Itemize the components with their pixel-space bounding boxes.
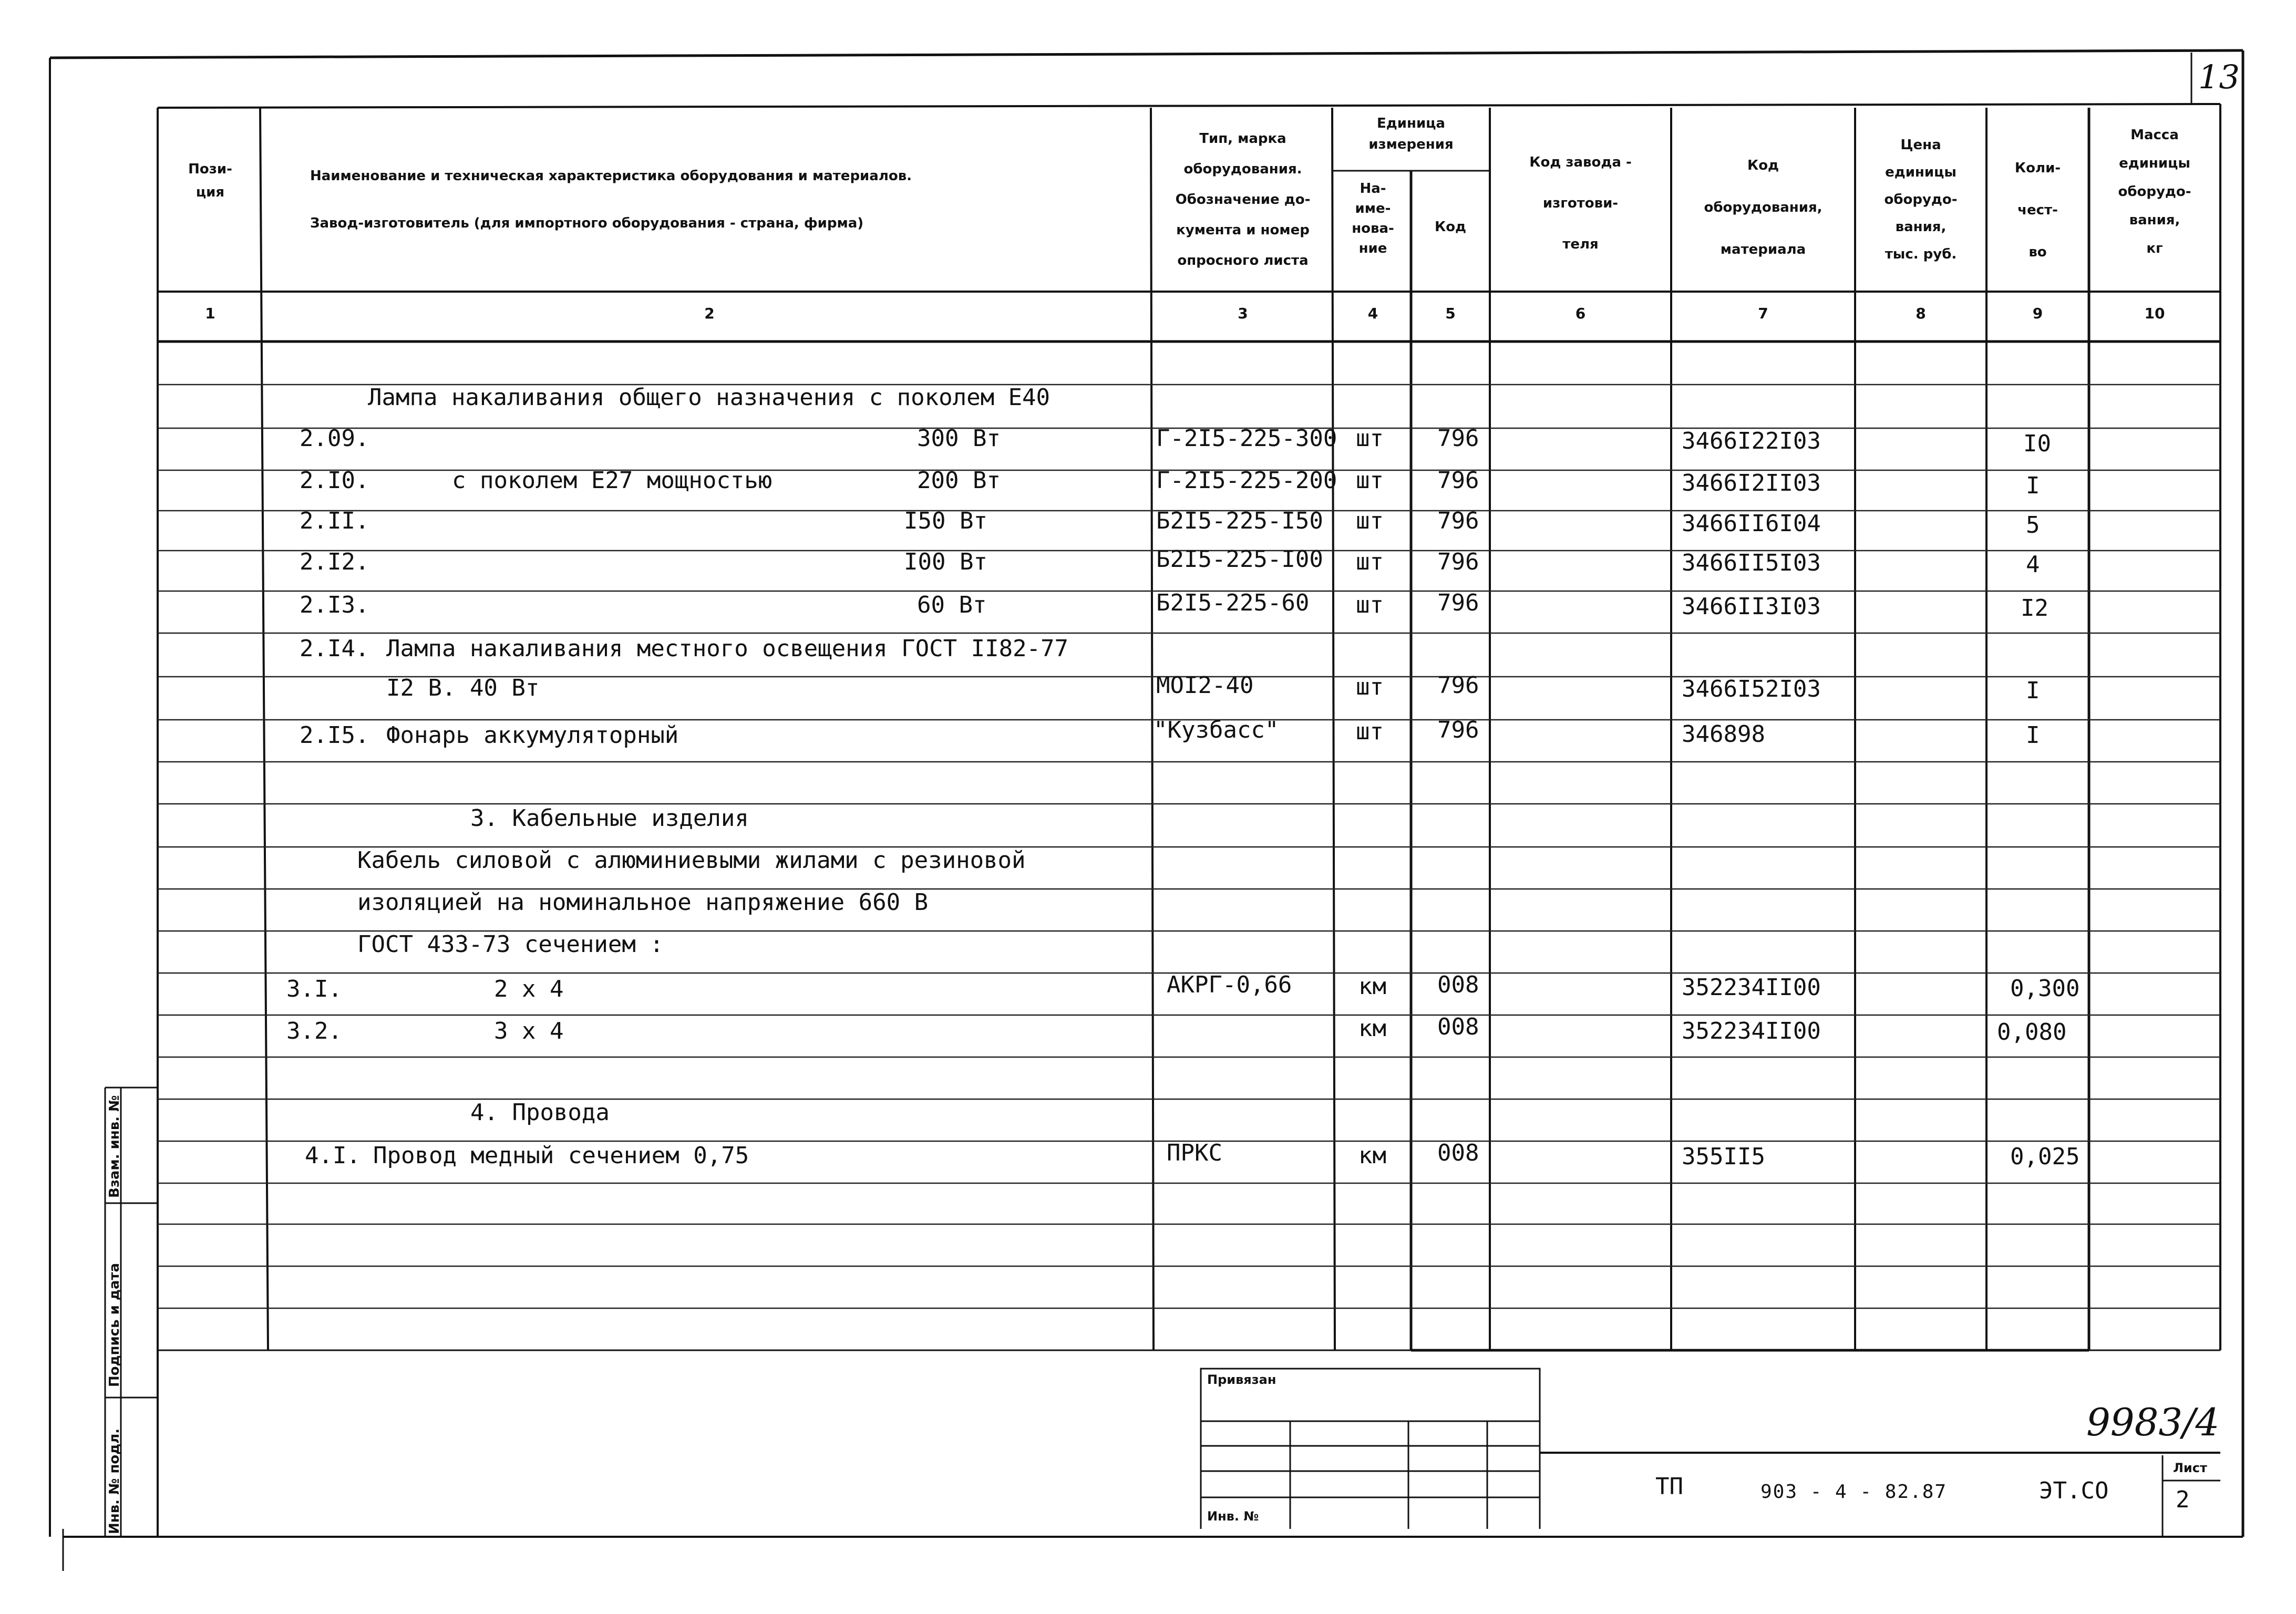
table-row-unit: шт	[1356, 549, 1384, 575]
table-row-unit: шт	[1356, 674, 1384, 700]
table-row-unit-code: 796	[1437, 508, 1479, 534]
header-col-4: На- име- нова- ние	[1352, 181, 1394, 256]
table-row-position: 4.I.	[305, 1142, 361, 1169]
column-number: 3	[1238, 305, 1248, 322]
section-heading: 4. Провода	[470, 1099, 610, 1126]
title-block-inv-no: Инв. №	[1207, 1509, 1259, 1524]
section-heading: 3. Кабельные изделия	[470, 805, 749, 832]
table-row-equipment-code: 352234II00	[1682, 1018, 1821, 1044]
title-block-project: ТП	[1655, 1473, 1683, 1500]
title-block-section: ЭТ.СО	[2039, 1477, 2109, 1504]
table-row-position: 2.I5.	[300, 722, 369, 749]
table-row-unit-code: 796	[1437, 672, 1479, 699]
table-row-power: 200 Вт	[917, 467, 1001, 494]
table-row-type: Б2I5-225-I50	[1156, 508, 1323, 534]
table-row-name: ГОСТ 433-73 сечением :	[357, 931, 664, 958]
table-row-quantity: 0,300	[2010, 975, 2080, 1002]
table-row-equipment-code: 3466II6I04	[1682, 510, 1821, 537]
table-row-unit: шт	[1356, 592, 1384, 618]
table-row-name: Фонарь аккумуляторный	[386, 722, 679, 749]
table-row-name: 3 х 4	[494, 1018, 564, 1044]
title-block-sheet-label: Лист	[2173, 1461, 2207, 1475]
table-row-equipment-code: 352234II00	[1682, 974, 1821, 1001]
column-number: 5	[1445, 305, 1456, 322]
table-row-name: Лампа накаливания местного освещения ГОСТ II82-77	[386, 635, 1069, 662]
header-col-6: Код завода - изготови- теля	[1529, 154, 1632, 252]
table-row-quantity: 0,025	[2010, 1143, 2080, 1170]
table-row-type: Б2I5-225-I00	[1156, 546, 1323, 573]
table-row-name: с поколем Е27 мощностью	[452, 467, 773, 494]
table-row-quantity: I0	[2023, 430, 2051, 457]
column-number: 9	[2032, 305, 2043, 322]
table-row-equipment-code: 3466I52I03	[1682, 676, 1821, 702]
table-row-quantity: I	[2026, 472, 2040, 499]
table-row-unit: км	[1358, 1142, 1386, 1169]
table-row-equipment-code: 3466I22I03	[1682, 428, 1821, 454]
table-row-quantity: I2	[2021, 595, 2048, 622]
column-number: 4	[1367, 305, 1378, 322]
table-row-unit: шт	[1356, 508, 1384, 534]
table-row-position: 2.I2.	[300, 549, 369, 575]
table-row-unit: шт	[1356, 718, 1384, 745]
table-row-name: изоляцией на номинальное напряжение 660 В	[357, 889, 929, 916]
title-block-sheet-number: 2	[2176, 1486, 2190, 1513]
table-row-unit-code: 008	[1437, 1140, 1479, 1166]
table-row-type: Б2I5-225-60	[1156, 589, 1310, 616]
table-row-unit-code: 008	[1437, 1013, 1479, 1040]
table-row-type: Г-2I5-225-300	[1156, 425, 1337, 452]
title-block-handwritten-code: 9983/4	[2086, 1400, 2220, 1444]
header-col-9: Коли- чест- во	[2014, 160, 2061, 260]
table-row-position: 2.II.	[300, 508, 369, 534]
side-stamp-inv-podl: Инв. № подл.	[107, 1428, 122, 1534]
table-row-position: 2.I3.	[300, 592, 369, 618]
header-col-10: Масса единицы оборудо- вания, кг	[2118, 127, 2191, 256]
table-row-unit: шт	[1356, 467, 1384, 494]
table-row-position: 3.2.	[286, 1018, 342, 1044]
header-col-8: Цена единицы оборудо- вания, тыс. руб.	[1884, 137, 1958, 262]
table-row-power: 60 Вт	[917, 592, 987, 618]
table-row-power: 300 Вт	[917, 425, 1001, 452]
table-row-type: МОI2-40	[1156, 672, 1254, 699]
header-col-2: Наименование и техническая характеристика оборудования и материалов. Завод-изготовитель (для импортного оборудования - страна, фирма)	[310, 168, 912, 231]
table-row-type: "Кузбасс"	[1154, 717, 1279, 743]
table-row-unit-code: 796	[1437, 425, 1479, 452]
table-row-unit-code: 796	[1437, 589, 1479, 616]
table-row-quantity: 4	[2026, 551, 2040, 578]
table-row-position: 2.09.	[300, 425, 369, 452]
table-row-equipment-code: 3466II5I03	[1682, 550, 1821, 576]
page-corner-number: 13	[2198, 58, 2240, 96]
column-number: 6	[1575, 305, 1586, 322]
side-stamp-podpis-data: Подпись и дата	[107, 1263, 122, 1387]
header-col-3: Тип, марка оборудования. Обозначение до- кумента и номер опросного листа	[1175, 131, 1311, 268]
header-col-5: Код	[1434, 219, 1467, 235]
table-row-position: 3.I.	[286, 976, 342, 1002]
table-row-equipment-code: 346898	[1682, 721, 1765, 748]
table-row-power: I00 Вт	[904, 549, 987, 575]
header-unit-group: Единица измерения	[1368, 116, 1454, 152]
table-row-unit-code: 796	[1437, 549, 1479, 575]
table-row-unit-code: 796	[1437, 467, 1479, 494]
table-row-name: Кабель силовой с алюминиевыми жилами с резиновой	[357, 847, 1026, 874]
column-number: 2	[704, 305, 715, 322]
table-row-position: 2.I4.	[300, 635, 369, 662]
column-number: 8	[1916, 305, 1926, 322]
table-row-equipment-code: 355II5	[1682, 1143, 1765, 1170]
table-row-unit: км	[1358, 973, 1386, 1000]
table-row-power: I50 Вт	[904, 508, 987, 534]
table-row-quantity: I	[2026, 722, 2040, 749]
table-row-unit: шт	[1356, 425, 1384, 452]
column-number: 10	[2144, 305, 2165, 322]
table-row-type: Г-2I5-225-200	[1156, 467, 1337, 494]
table-row-name: Провод медный сечением 0,75	[373, 1142, 749, 1169]
table-row-type: ПРКС	[1167, 1140, 1222, 1166]
header-col-7: Код оборудования, материала	[1704, 158, 1823, 257]
table-row-equipment-code: 3466I2II03	[1682, 470, 1821, 496]
column-number: 7	[1758, 305, 1768, 322]
table-row-unit: км	[1358, 1015, 1386, 1042]
table-row-unit-code: 796	[1437, 717, 1479, 743]
table-row-quantity: I	[2026, 677, 2040, 704]
title-block-project-number: 903 - 4 - 82.87	[1760, 1481, 1948, 1503]
header-col-1: Пози- ция	[188, 161, 232, 200]
table-row-name: Лампа накаливания общего назначения с поколем Е40	[368, 384, 1051, 411]
table-row-name: I2 В. 40 Вт	[386, 675, 540, 701]
table-row-equipment-code: 3466II3I03	[1682, 593, 1821, 620]
table-row-type: АКРГ-0,66	[1167, 971, 1292, 998]
table-row-quantity: 0,080	[1997, 1019, 2067, 1046]
table-row-name: 2 х 4	[494, 976, 564, 1002]
title-block-privyazan: Привязан	[1207, 1372, 1276, 1387]
table-row-unit-code: 008	[1437, 971, 1479, 998]
table-row-quantity: 5	[2026, 512, 2040, 539]
table-row-position: 2.I0.	[300, 467, 369, 494]
column-number: 1	[205, 305, 215, 322]
side-stamp-vzam-inv: Взам. инв. №	[107, 1095, 122, 1198]
